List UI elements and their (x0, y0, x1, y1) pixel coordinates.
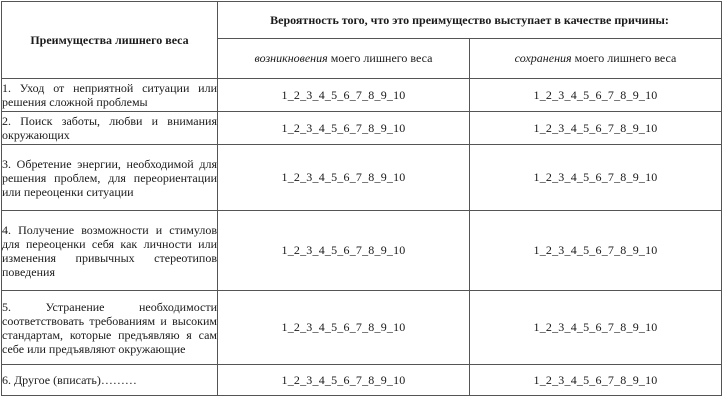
sub-header-origin-italic: возникновения (254, 51, 328, 66)
sub-header-origin (218, 39, 470, 79)
table-row (2, 211, 722, 291)
row-label: 5. Устранение необходимости соответствовать требованиям и высоким стандартам, которые предъявляю я сам себе или предъявляют окружающие (2, 291, 218, 365)
group-header: Вероятность того, что это преимущество выступает в качестве причины: (218, 2, 722, 39)
scale-origin: 1_2_3_4_5_6_7_8_9_10 (218, 145, 470, 211)
scale-maintenance: 1_2_3_4_5_6_7_8_9_10 (470, 365, 722, 396)
table-row (2, 291, 722, 365)
scale-maintenance: 1_2_3_4_5_6_7_8_9_10 (470, 145, 722, 211)
table-row (2, 365, 722, 396)
scale-maintenance: 1_2_3_4_5_6_7_8_9_10 (470, 79, 722, 112)
header-row-1 (2, 2, 722, 39)
col1-header: Преимущества лишнего веса (2, 2, 218, 79)
scale-origin: 1_2_3_4_5_6_7_8_9_10 (218, 291, 470, 365)
table-row (2, 79, 722, 112)
scale-origin: 1_2_3_4_5_6_7_8_9_10 (218, 365, 470, 396)
table-row (2, 112, 722, 145)
scale-maintenance: 1_2_3_4_5_6_7_8_9_10 (470, 112, 722, 145)
sub-header-maintenance (470, 39, 722, 79)
scale-origin: 1_2_3_4_5_6_7_8_9_10 (218, 112, 470, 145)
scale-origin: 1_2_3_4_5_6_7_8_9_10 (218, 211, 470, 291)
table-row (2, 145, 722, 211)
sub-header-origin-rest: моего лишнего веса (327, 51, 433, 66)
scale-maintenance: 1_2_3_4_5_6_7_8_9_10 (470, 291, 722, 365)
sub-header-maintenance-italic: сохранения (514, 51, 572, 66)
scale-origin: 1_2_3_4_5_6_7_8_9_10 (218, 79, 470, 112)
scale-maintenance: 1_2_3_4_5_6_7_8_9_10 (470, 211, 722, 291)
row-label: 3. Обретение энергии, необходимой для решения проблем, для переориентации или переоценки ситуации (2, 145, 218, 211)
advantages-table (1, 1, 722, 396)
sub-header-maintenance-rest: моего лишнего веса (571, 51, 677, 66)
row-label: 6. Другое (вписать)……… (2, 365, 218, 396)
row-label: 2. Поиск заботы, любви и внимания окружающих (2, 112, 218, 145)
row-label: 1. Уход от неприятной ситуации или решения сложной проблемы (2, 79, 218, 112)
row-label: 4. Получение возможности и стимулов для переоценки себя как личности или изменения привычных стереотипов поведения (2, 211, 218, 291)
